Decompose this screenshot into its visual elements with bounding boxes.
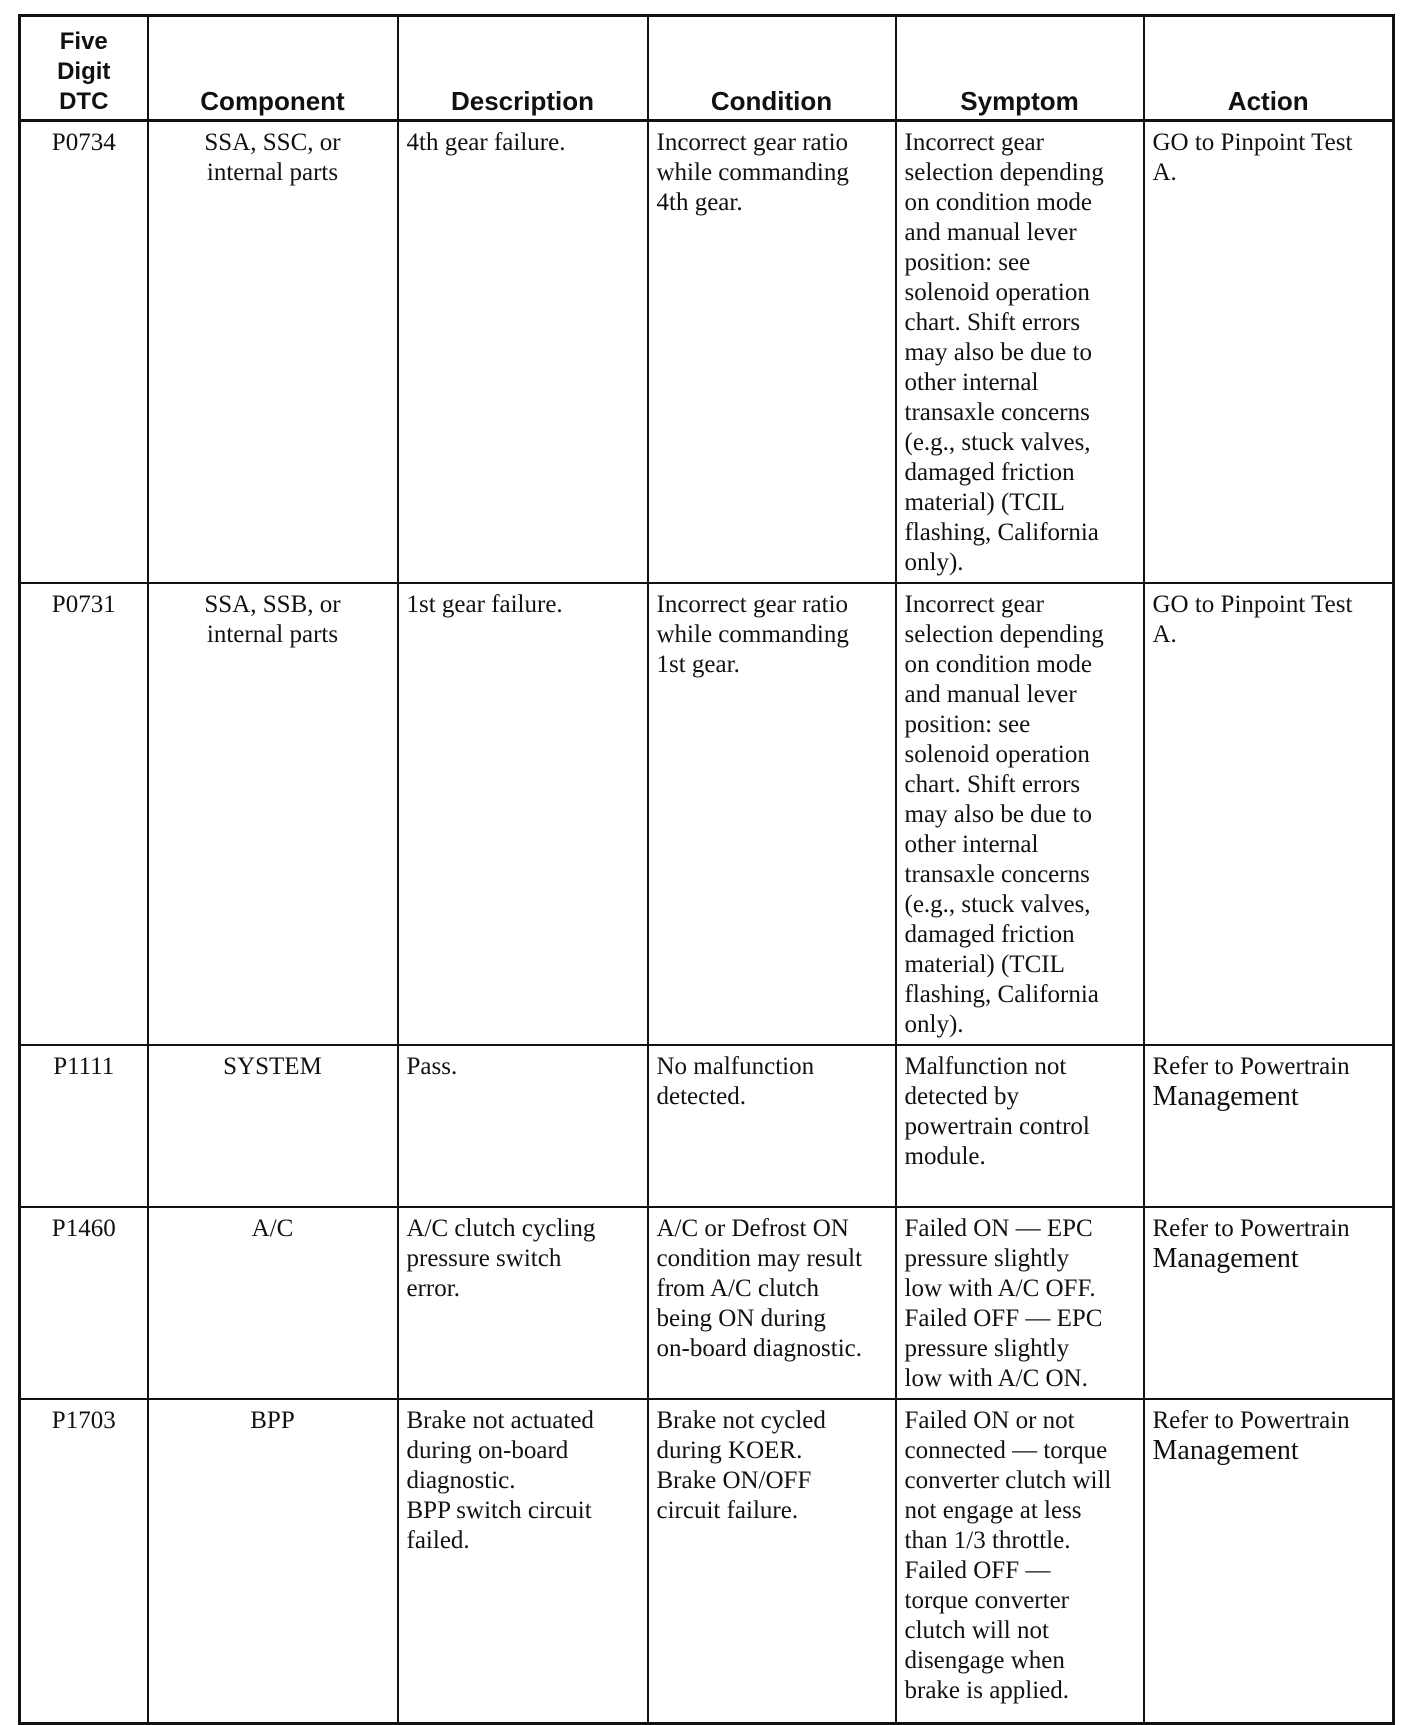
cell-line: A/C or Defrost ON <box>656 1215 849 1242</box>
table-row <box>20 121 1394 584</box>
cell-line: and manual lever <box>904 681 1077 708</box>
header-component: Component <box>148 16 398 121</box>
cell-line: Pass. <box>406 1053 458 1080</box>
header-dtc-line: DTC <box>59 88 109 115</box>
component-cell <box>148 1207 398 1399</box>
cell-line: during on-board <box>406 1437 569 1464</box>
cell-line: 1st gear. <box>656 651 740 678</box>
cell-line: chart. Shift errors <box>904 309 1081 336</box>
cell-line: detected by <box>904 1083 1020 1110</box>
cell-line: Failed ON — EPC <box>904 1215 1093 1242</box>
description-cell <box>398 1045 648 1207</box>
description-cell <box>398 1207 648 1399</box>
cell-line: A. <box>1152 159 1177 186</box>
cell-line: 1st gear failure. <box>406 591 563 618</box>
header-dtc-line: Five <box>59 28 108 55</box>
component-cell <box>148 121 398 584</box>
table-row <box>20 583 1394 1045</box>
cell-line: internal parts <box>206 621 339 648</box>
component-cell <box>148 1399 398 1724</box>
table-row <box>20 1399 1394 1724</box>
cell-line: GO to Pinpoint Test <box>1152 591 1353 618</box>
cell-line: Management <box>1152 1081 1299 1112</box>
component-cell <box>148 1045 398 1207</box>
cell-line: A/C <box>251 1215 294 1242</box>
description-cell <box>398 583 648 1045</box>
cell-line: Refer to Powertrain <box>1152 1407 1350 1434</box>
cell-line: Management <box>1152 1243 1299 1274</box>
cell-line: Malfunction not <box>904 1053 1067 1080</box>
cell-line: selection depending <box>904 621 1104 648</box>
cell-line: Brake not actuated <box>406 1407 594 1434</box>
dtc-table <box>18 14 1395 1725</box>
cell-line: low with A/C OFF. <box>904 1275 1096 1302</box>
cell-line: internal parts <box>206 159 339 186</box>
cell-line: converter clutch will <box>904 1467 1112 1494</box>
cell-line: while commanding <box>656 621 849 648</box>
dtc-cell: P1703 <box>20 1399 148 1724</box>
cell-line: during KOER. <box>656 1437 803 1464</box>
cell-line: Failed OFF — EPC <box>904 1305 1103 1332</box>
cell-line: on-board diagnostic. <box>656 1335 863 1362</box>
cell-line: Failed OFF — <box>904 1557 1051 1584</box>
dtc-cell: P1111 <box>20 1045 148 1207</box>
cell-line: 4th gear. <box>656 189 743 216</box>
condition-cell <box>648 583 896 1045</box>
symptom-cell <box>896 121 1144 584</box>
cell-line: material) (TCIL <box>904 951 1065 978</box>
cell-line: Management <box>1152 1435 1299 1466</box>
cell-line: pressure slightly <box>904 1335 1070 1362</box>
header-five-digit-dtc <box>20 16 148 121</box>
symptom-cell <box>896 1207 1144 1399</box>
cell-line: on condition mode <box>904 189 1092 216</box>
condition-cell <box>648 121 896 584</box>
cell-line: Brake ON/OFF <box>656 1467 812 1494</box>
header-row <box>20 16 1394 121</box>
cell-line: only). <box>904 1011 964 1038</box>
cell-line: detected. <box>656 1083 747 1110</box>
action-cell <box>1144 1045 1394 1207</box>
description-cell <box>398 121 648 584</box>
cell-line: No malfunction <box>656 1053 815 1080</box>
dtc-cell: P1460 <box>20 1207 148 1399</box>
cell-line: circuit failure. <box>656 1497 799 1524</box>
cell-line: diagnostic. <box>406 1467 516 1494</box>
header-symptom: Symptom <box>896 16 1144 121</box>
table-row <box>20 1045 1394 1207</box>
action-cell <box>1144 583 1394 1045</box>
cell-line: from A/C clutch <box>656 1275 819 1302</box>
cell-line: being ON during <box>656 1305 826 1332</box>
cell-line: other internal <box>904 369 1039 396</box>
action-cell <box>1144 1207 1394 1399</box>
table-row <box>20 1207 1394 1399</box>
cell-line: transaxle concerns <box>904 861 1090 888</box>
cell-line: A. <box>1152 621 1177 648</box>
cell-line: SSA, SSC, or <box>204 129 341 156</box>
cell-line: damaged friction <box>904 459 1075 486</box>
action-cell <box>1144 1399 1394 1724</box>
cell-line: pressure slightly <box>904 1245 1070 1272</box>
cell-line: material) (TCIL <box>904 489 1065 516</box>
cell-line: may also be due to <box>904 339 1092 366</box>
cell-line: Failed ON or not <box>904 1407 1075 1434</box>
cell-line: condition may result <box>656 1245 863 1272</box>
condition-cell <box>648 1207 896 1399</box>
header-condition: Condition <box>648 16 896 121</box>
symptom-cell <box>896 1045 1144 1207</box>
cell-line: flashing, California <box>904 981 1099 1008</box>
cell-line: GO to Pinpoint Test <box>1152 129 1353 156</box>
cell-line: flashing, California <box>904 519 1099 546</box>
cell-line: connected — torque <box>904 1437 1108 1464</box>
cell-line: powertrain control <box>904 1113 1090 1140</box>
cell-line: position: see <box>904 711 1031 738</box>
header-description: Description <box>398 16 648 121</box>
cell-line: (e.g., stuck valves, <box>904 429 1091 456</box>
cell-line: A/C clutch cycling <box>406 1215 596 1242</box>
cell-line: Incorrect gear <box>904 591 1044 618</box>
cell-line: disengage when <box>904 1647 1065 1674</box>
cell-line: BPP switch circuit <box>406 1497 592 1524</box>
dtc-cell: P0734 <box>20 121 148 584</box>
cell-line: not engage at less <box>904 1497 1082 1524</box>
cell-line: error. <box>406 1275 460 1302</box>
cell-line: Incorrect gear ratio <box>656 129 849 156</box>
dtc-table-page <box>18 14 1392 1725</box>
condition-cell <box>648 1399 896 1724</box>
dtc-cell: P0731 <box>20 583 148 1045</box>
cell-line: on condition mode <box>904 651 1092 678</box>
component-cell <box>148 583 398 1045</box>
cell-line: chart. Shift errors <box>904 771 1081 798</box>
cell-line: Brake not cycled <box>656 1407 826 1434</box>
cell-line: brake is applied. <box>904 1677 1070 1704</box>
cell-line: solenoid operation <box>904 279 1090 306</box>
cell-line: Incorrect gear ratio <box>656 591 849 618</box>
cell-line: transaxle concerns <box>904 399 1090 426</box>
cell-line: Refer to Powertrain <box>1152 1053 1350 1080</box>
header-dtc-line: Digit <box>57 58 111 85</box>
cell-line: SSA, SSB, or <box>204 591 341 618</box>
cell-line: other internal <box>904 831 1039 858</box>
cell-line: than 1/3 throttle. <box>904 1527 1071 1554</box>
description-cell <box>398 1399 648 1724</box>
symptom-cell <box>896 583 1144 1045</box>
cell-line: while commanding <box>656 159 849 186</box>
cell-line: 4th gear failure. <box>406 129 566 156</box>
cell-line: module. <box>904 1143 986 1170</box>
cell-line: SYSTEM <box>223 1053 322 1080</box>
cell-line: pressure switch <box>406 1245 562 1272</box>
cell-line: solenoid operation <box>904 741 1090 768</box>
cell-line: torque converter <box>904 1587 1070 1614</box>
cell-line: Incorrect gear <box>904 129 1044 156</box>
cell-line: selection depending <box>904 159 1104 186</box>
cell-line: damaged friction <box>904 921 1075 948</box>
cell-line: may also be due to <box>904 801 1092 828</box>
symptom-cell <box>896 1399 1144 1724</box>
action-cell <box>1144 121 1394 584</box>
cell-line: Refer to Powertrain <box>1152 1215 1350 1242</box>
cell-line: clutch will not <box>904 1617 1049 1644</box>
condition-cell <box>648 1045 896 1207</box>
cell-line: BPP <box>250 1407 295 1434</box>
header-action: Action <box>1144 16 1394 121</box>
cell-line: position: see <box>904 249 1031 276</box>
cell-line: failed. <box>406 1527 470 1554</box>
cell-line: (e.g., stuck valves, <box>904 891 1091 918</box>
cell-line: and manual lever <box>904 219 1077 246</box>
cell-line: only). <box>904 549 964 576</box>
cell-line: low with A/C ON. <box>904 1365 1088 1392</box>
